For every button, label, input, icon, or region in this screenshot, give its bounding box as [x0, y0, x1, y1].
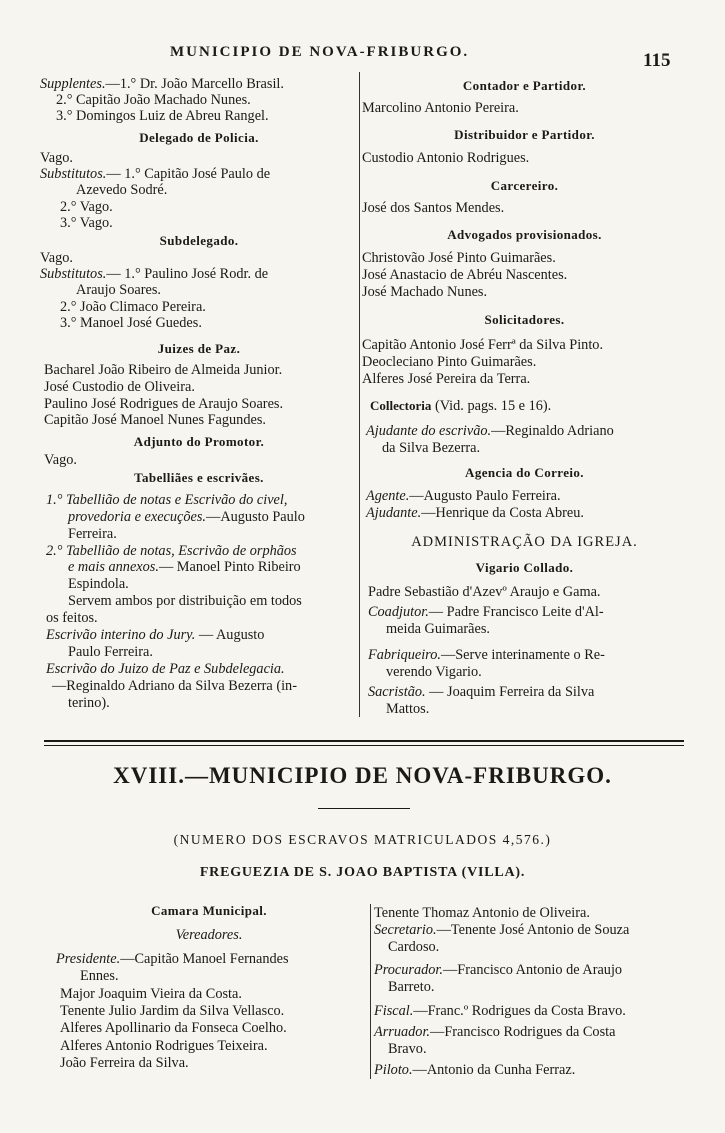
subdelegado-heading: Subdelegado.	[159, 233, 239, 248]
sacristao-line-b: Mattos.	[386, 701, 430, 717]
distribuidor-heading: Distribuidor e Partidor.	[454, 127, 595, 142]
vereador-item: Alferes Apollinario da Fonseca Coelho.	[60, 1020, 287, 1036]
tabelliao-2-line-a: 2.° Tabellião de notas, Escrivão de orphãos	[46, 543, 297, 559]
procurador-line-b: Barreto.	[388, 979, 435, 995]
piloto-line: Piloto.—Antonio da Cunha Ferraz.	[374, 1062, 576, 1078]
juizo-line-a: Escrivão do Juizo de Paz e Subdelegacia.	[46, 661, 285, 677]
tabelliaes-heading: Tabelliães e escrivães.	[134, 470, 264, 485]
separator-rule-bottom	[44, 745, 684, 746]
delegado-heading: Delegado de Policia.	[139, 130, 259, 145]
subdelegado-substituto-3: 3.° Manoel José Guedes.	[60, 315, 202, 331]
solicitador-item: Alferes José Pereira da Terra.	[362, 371, 531, 387]
distribuidor-name: Custodio Antonio Rodrigues.	[362, 150, 530, 166]
juiz-item: Paulino José Rodrigues de Araujo Soares.	[44, 396, 284, 412]
jury-line-a: Escrivão interino do Jury. — Augusto	[46, 627, 265, 643]
procurador-line: Procurador.—Francisco Antonio de Araujo	[374, 962, 623, 978]
advogado-item: Christovão José Pinto Guimarães.	[362, 250, 556, 266]
solicitadores-heading: Solicitadores.	[484, 312, 565, 327]
supplentes-line-1: Supplentes.—1.° Dr. João Marcello Brasil.	[40, 76, 284, 92]
collectoria-ajudante: Ajudante do escrivão.—Reginaldo Adriano	[366, 423, 614, 439]
subdelegado-substituto-1b: Araujo Soares.	[76, 282, 161, 298]
jury-line-b: Paulo Ferreira.	[68, 644, 153, 660]
subdelegado-substitutos: Substitutos.— 1.° Paulino José Rodr. de	[40, 266, 269, 282]
delegado-vago: Vago.	[40, 150, 73, 166]
advogado-item: José Machado Nunes.	[362, 284, 488, 300]
supplentes-line-2: 2.° Capitão João Machado Nunes.	[56, 92, 251, 108]
coadjutor-line-b: meida Guimarães.	[386, 621, 491, 637]
agencia-heading: Agencia do Correio.	[465, 465, 584, 480]
servem-line-b: os feitos.	[46, 610, 98, 626]
collectoria-heading-line: Collectoria (Vid. pags. 15 e 16).	[370, 398, 552, 414]
subdelegado-substituto-2: 2.° João Climaco Pereira.	[60, 299, 206, 315]
fiscal-line: Fiscal.—Franc.º Rodrigues da Costa Bravo.	[374, 1003, 626, 1019]
tabelliao-1-line-a: 1.° Tabellião de notas e Escrivão do civel,	[46, 492, 288, 508]
juiz-item: Capitão José Manoel Nunes Fagundes.	[44, 412, 266, 428]
vereador-item: Major Joaquim Vieira da Costa.	[60, 986, 242, 1002]
vigario-name: Padre Sebastião d'Azevº Araujo e Gama.	[368, 584, 601, 600]
subdelegado-vago: Vago.	[40, 250, 73, 266]
arruador-line: Arruador.—Francisco Rodrigues da Costa	[374, 1024, 616, 1040]
freguezia-heading: FREGUEZIA DE S. JOAO BAPTISTA (VILLA).	[199, 865, 526, 880]
page-number: 115	[643, 50, 671, 71]
carcereiro-heading: Carcereiro.	[490, 178, 559, 193]
tabelliao-1-line-b: provedoria e execuções.—Augusto Paulo	[68, 509, 305, 525]
tabelliao-2-line-c: Espindola.	[68, 576, 129, 592]
agente-line: Agente.—Augusto Paulo Ferreira.	[366, 488, 561, 504]
camara-heading: Camara Municipal.	[151, 903, 267, 918]
juiz-item: Bacharel João Ribeiro de Almeida Junior.	[44, 362, 283, 378]
fabriqueiro-line: Fabriqueiro.—Serve interinamente o Re-	[368, 647, 605, 663]
servem-line-a: Servem ambos por distribuição em todos	[68, 593, 302, 609]
vereador-item: Alferes Antonio Rodrigues Teixeira.	[60, 1038, 268, 1054]
column-divider-bottom	[370, 904, 371, 1079]
advogados-heading: Advogados provisionados.	[447, 227, 602, 242]
vereadores-heading: Vereadores.	[175, 927, 243, 943]
adjunto-heading: Adjunto do Promotor.	[133, 434, 265, 449]
collectoria-ajudante-b: da Silva Bezerra.	[382, 440, 481, 456]
solicitador-item: Capitão Antonio José Ferrª da Silva Pinto.	[362, 337, 604, 353]
supplentes-line-3: 3.° Domingos Luiz de Abreu Rangel.	[56, 108, 269, 124]
delegado-substituto-1b: Azevedo Sodré.	[76, 182, 168, 198]
escravos-subtitle: (NUMERO DOS ESCRAVOS MATRICULADOS 4,576.)	[173, 832, 552, 847]
secretario-line: Secretario.—Tenente José Antonio de Souza	[374, 922, 630, 938]
juiz-item: José Custodio de Oliveira.	[44, 379, 195, 395]
presidente-line: Presidente.—Capitão Manoel Fernandes	[56, 951, 289, 967]
sacristao-line: Sacristão. — Joaquim Ferreira da Silva	[368, 684, 595, 700]
separator-rule-top	[44, 740, 684, 742]
tabelliao-1-line-c: Ferreira.	[68, 526, 117, 542]
delegado-substituto-2: 2.° Vago.	[60, 199, 113, 215]
fabriqueiro-line-b: verendo Vigario.	[386, 664, 482, 680]
contador-name: Marcolino Antonio Pereira.	[362, 100, 519, 116]
adjunto-vago: Vago.	[44, 452, 77, 468]
juizo-line-b: —Reginaldo Adriano da Silva Bezerra (in-	[52, 678, 297, 694]
vereador-item: Tenente Julio Jardim da Silva Vellasco.	[60, 1003, 285, 1019]
vigario-heading: Vigario Collado.	[475, 560, 574, 575]
advogado-item: José Anastacio de Abréu Nascentes.	[362, 267, 568, 283]
administracao-heading: ADMINISTRAÇÃO DA IGREJA.	[411, 534, 638, 550]
delegado-substitutos: Substitutos.— 1.° Capitão José Paulo de	[40, 166, 271, 182]
carcereiro-name: José dos Santos Mendes.	[362, 200, 505, 216]
juizo-line-c: terino).	[68, 695, 110, 711]
coadjutor-line: Coadjutor.— Padre Francisco Leite d'Al-	[368, 604, 604, 620]
section-title-rule	[318, 808, 410, 809]
tenente-line: Tenente Thomaz Antonio de Oliveira.	[374, 905, 590, 921]
section-title: XVIII.—MUNICIPIO DE NOVA-FRIBURGO.	[113, 763, 612, 788]
juizes-heading: Juizes de Paz.	[157, 341, 241, 356]
tabelliao-2-line-b: e mais annexos.— Manoel Pinto Ribeiro	[68, 559, 301, 575]
running-title: MUNICIPIO DE NOVA-FRIBURGO.	[170, 44, 470, 60]
solicitador-item: Deocleciano Pinto Guimarães.	[362, 354, 537, 370]
contador-heading: Contador e Partidor.	[462, 78, 587, 93]
delegado-substituto-3: 3.° Vago.	[60, 215, 113, 231]
column-divider-top	[359, 72, 360, 717]
presidente-line-b: Ennes.	[80, 968, 119, 984]
vereador-item: João Ferreira da Silva.	[60, 1055, 189, 1071]
arruador-line-b: Bravo.	[388, 1041, 427, 1057]
ajudante-line: Ajudante.—Henrique da Costa Abreu.	[366, 505, 584, 521]
secretario-line-b: Cardoso.	[388, 939, 440, 955]
